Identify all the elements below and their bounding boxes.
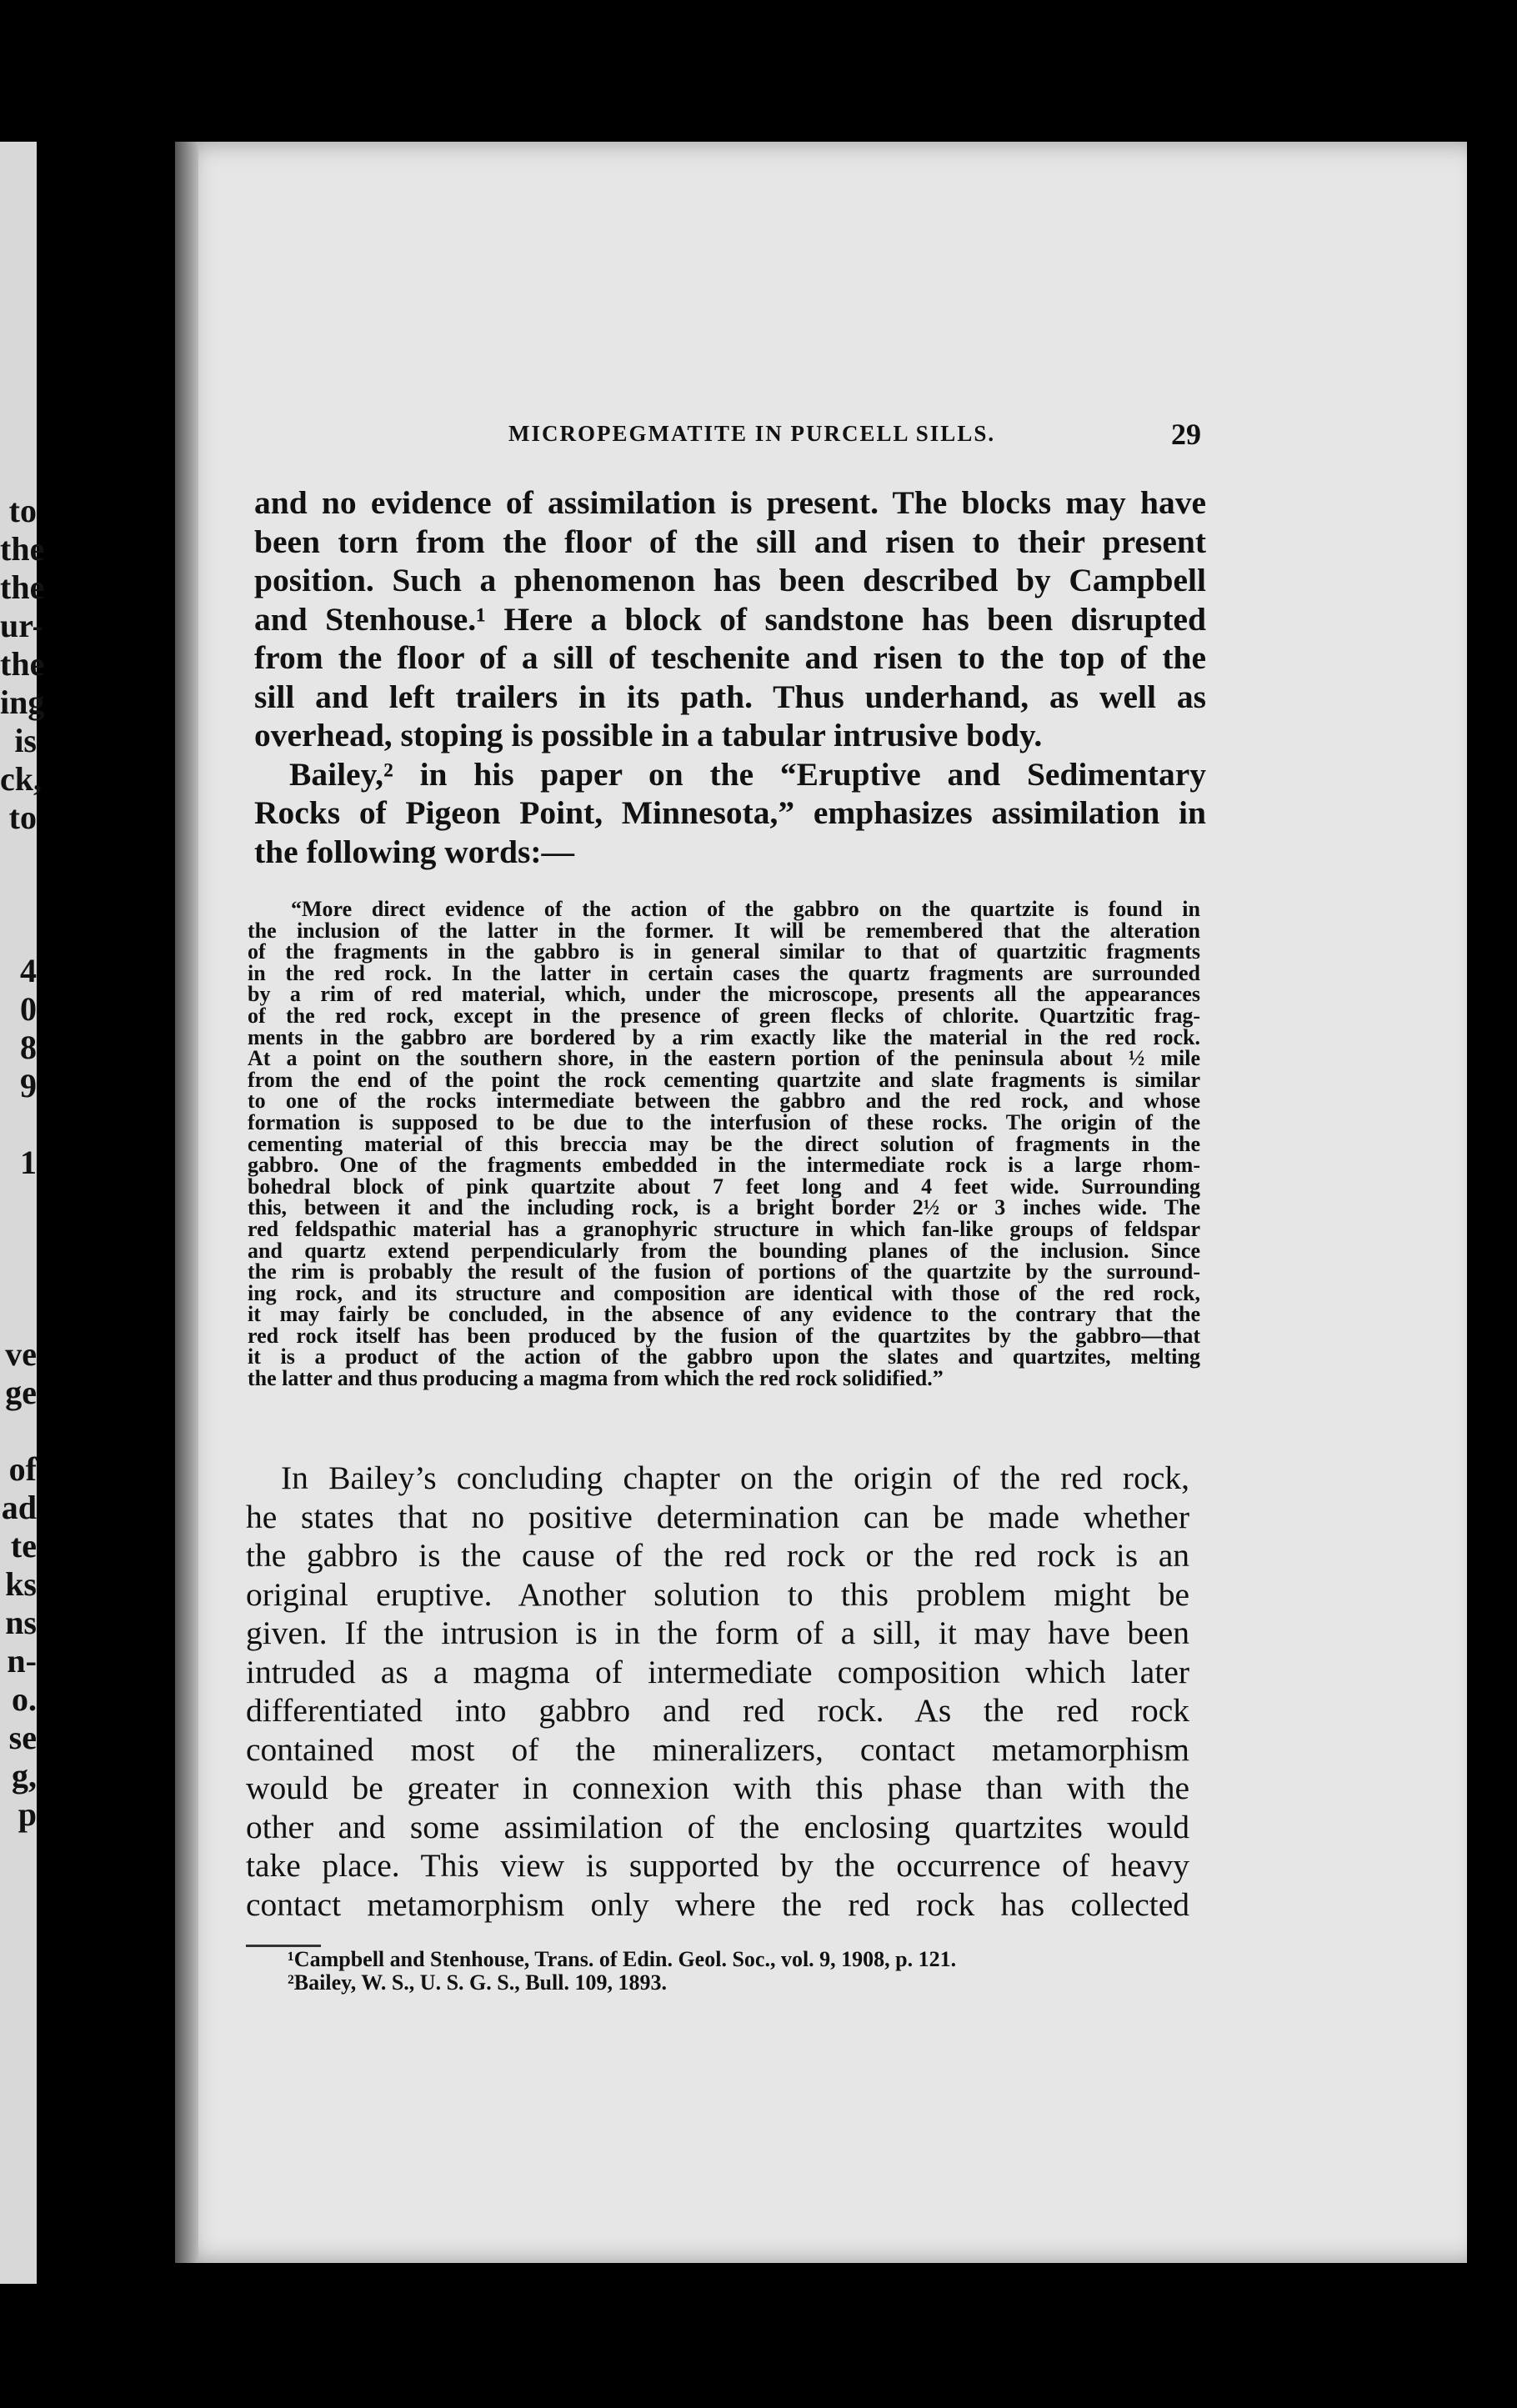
paragraph-line: contact metamorphism only where the red rock has collected <box>246 1885 1189 1923</box>
quote-line: of the red rock, except in the presence of green flecks of chlorite. Quartzitic frag- <box>248 1003 1200 1028</box>
facing-page-fragment: ge <box>5 1374 37 1411</box>
facing-page-fragment: ck, <box>0 760 42 798</box>
facing-page-fragment <box>0 837 37 875</box>
paragraph-line: and no evidence of assimilation is present. The blocks may have <box>254 484 1206 521</box>
quote-line: by a rim of red material, which, under the microscope, presents all the appearances <box>248 982 1200 1007</box>
paragraph-line: Rocks of Pigeon Point, Minnesota,” emphasizes assimilation in <box>254 794 1206 831</box>
running-title: MICROPEGMATITE IN PURCELL SILLS. <box>508 421 996 446</box>
quote-line: of the fragments in the gabbro is in general similar to that of quartzitic fragments <box>248 939 1200 964</box>
quote-line: and quartz extend perpendicularly from the bounding planes of the inclusion. Since <box>248 1238 1200 1263</box>
paragraph-line: the following words:— <box>254 833 575 870</box>
body-text-top <box>254 483 1206 871</box>
facing-page-fragment: to <box>8 492 37 529</box>
paragraph-line: been torn from the floor of the sill and risen to their present <box>254 523 1206 560</box>
facing-page-fragment: ve <box>5 1335 37 1373</box>
quote-line: the rim is probably the result of the fusion of portions of the quartzite by the surround- <box>248 1259 1200 1284</box>
footnote-2: ²Bailey, W. S., U. S. G. S., Bull. 109, 1893. <box>288 1970 667 1995</box>
quote-line: ing rock, and its structure and composition are identical with those of the red rock, <box>248 1280 1200 1305</box>
facing-page-fragment <box>0 1220 37 1259</box>
page-number: 29 <box>1171 418 1201 451</box>
quote-line: it may fairly be concluded, in the absence of any evidence to the contrary that the <box>248 1302 1200 1327</box>
quote-line: bohedral block of pink quartzite about 7 feet long and 4 feet wide. Surrounding <box>248 1174 1200 1199</box>
facing-page-fragment <box>0 1412 37 1450</box>
facing-page-fragment <box>0 914 37 952</box>
facing-page-fragment: of <box>8 1450 37 1488</box>
facing-page-fragment: ad <box>1 1489 37 1526</box>
paragraph-line: take place. This view is supported by the occurrence of heavy <box>246 1847 1189 1884</box>
facing-page-fragment: the <box>0 530 45 568</box>
quote-line: from the end of the point the rock cementing quartzite and slate fragments is similar <box>248 1067 1200 1092</box>
facing-page-fragment: n- <box>7 1642 37 1680</box>
quote-line: gabbro. One of the fragments embedded in the intermediate rock is a large rhom- <box>248 1153 1200 1178</box>
facing-page-fragment: the <box>0 645 45 683</box>
facing-page-fragment: 4 <box>20 952 37 989</box>
quote-line: this, between it and the including rock, is a bright border 2½ or 3 inches wide. The <box>248 1195 1200 1220</box>
facing-page-fragment: se <box>8 1719 37 1756</box>
quote-line: the latter and thus producing a magma from which the red rock solidified.” <box>248 1366 944 1391</box>
paragraph-line: from the floor of a sill of teschenite and risen to the top of the <box>254 639 1206 676</box>
quote-line: in the red rock. In the latter in certain cases the quartz fragments are surrounded <box>248 960 1200 985</box>
paragraph-line: sill and left trailers in its path. Thus underhand, as well as <box>254 678 1206 715</box>
paragraph-line: position. Such a phenomenon has been described by Campbell <box>254 562 1206 598</box>
facing-page-fragment <box>0 1182 37 1220</box>
facing-page-fragment <box>0 875 37 914</box>
facing-page-fragment: is <box>14 722 37 759</box>
facing-page-fragment: ur- <box>0 607 43 644</box>
facing-page-fragment: ing <box>0 683 45 721</box>
quote-line: cementing material of this breccia may be the direct solution of fragments in the <box>248 1131 1200 1156</box>
paragraph-line: differentiated into gabbro and red rock. As the red rock <box>246 1692 1189 1729</box>
quote-line: red feldspathic material has a granophyric structure in which fan-like groups of feldspar <box>248 1216 1200 1241</box>
facing-page-fragment: g, <box>12 1757 37 1795</box>
quote-line: At a point on the southern shore, in the eastern portion of the peninsula about ½ mile <box>248 1046 1200 1071</box>
paragraph-line: would be greater in connexion with this phase than with the <box>246 1770 1189 1806</box>
paragraph-line: the gabbro is the cause of the red rock or the red rock is an <box>246 1537 1189 1574</box>
quote-line: it is a product of the action of the gabbro upon the slates and quartzites, melting <box>248 1344 1200 1369</box>
paragraph-line: original eruptive. Another solution to this problem might be <box>246 1575 1189 1613</box>
page-gutter-shadow <box>175 142 198 2263</box>
quote-line: red rock itself has been produced by the fusion of the quartzites by the gabbro—that <box>248 1323 1200 1348</box>
paragraph-line: In Bailey’s concluding chapter on the origin of the red rock, <box>281 1459 1189 1496</box>
facing-page-fragment: 0 <box>20 990 37 1028</box>
facing-page-fragment: p <box>18 1795 37 1833</box>
quote-line: ments in the gabbro are bordered by a rim exactly like the material in the red rock. <box>248 1024 1200 1049</box>
paragraph-line: given. If the intrusion is in the form of a sill, it may have been <box>246 1615 1189 1651</box>
footnote-1: ¹Campbell and Stenhouse, Trans. of Edin. Geol. Soc., vol. 9, 1908, p. 121. <box>288 1947 957 1971</box>
facing-page-fragment <box>0 1297 37 1335</box>
footnotes <box>288 1948 1121 1995</box>
paragraph-line: he states that no positive determination can be made whether <box>246 1498 1189 1535</box>
facing-page-fragments <box>0 492 45 1834</box>
facing-page-fragment: 1 <box>20 1144 37 1181</box>
quote-line: to one of the rocks intermediate between the gabbro and the red rock, and whose <box>248 1089 1200 1114</box>
paragraph-line: other and some assimilation of the enclosing quartzites would <box>246 1808 1189 1845</box>
paragraph-line: Bailey,² in his paper on the “Eruptive and Sedimentary <box>289 755 1206 793</box>
facing-page-fragment: 9 <box>20 1067 37 1104</box>
facing-page-fragment <box>0 1105 37 1144</box>
facing-page-fragment: 8 <box>20 1029 37 1066</box>
facing-page-fragment: ns <box>5 1604 37 1641</box>
quote-line: the inclusion of the latter in the former. It will be remembered that the alteration <box>248 918 1200 943</box>
paragraph-line: intruded as a magma of intermediate composition which later <box>246 1653 1189 1690</box>
block-quote <box>248 899 1200 1389</box>
body-text-bottom <box>246 1459 1189 1924</box>
quote-line: “More direct evidence of the action of the gabbro on the quartzite is found in <box>291 897 1200 921</box>
facing-page-fragment: to <box>8 798 37 836</box>
paragraph-line: and Stenhouse.¹ Here a block of sandstone has been disrupted <box>254 600 1206 638</box>
facing-page-fragment <box>0 1259 37 1297</box>
facing-page-fragment: o. <box>12 1680 37 1718</box>
facing-page-fragment: te <box>10 1527 37 1564</box>
paragraph-line: contained most of the mineralizers, contact metamorphism <box>246 1730 1189 1768</box>
quote-line: formation is supposed to be due to the interfusion of these rocks. The origin of the <box>248 1109 1200 1134</box>
facing-page-fragment: ks <box>5 1565 37 1603</box>
facing-page-fragment: the <box>0 568 45 606</box>
paragraph-line: overhead, stoping is possible in a tabular intrusive body. <box>254 717 1043 753</box>
